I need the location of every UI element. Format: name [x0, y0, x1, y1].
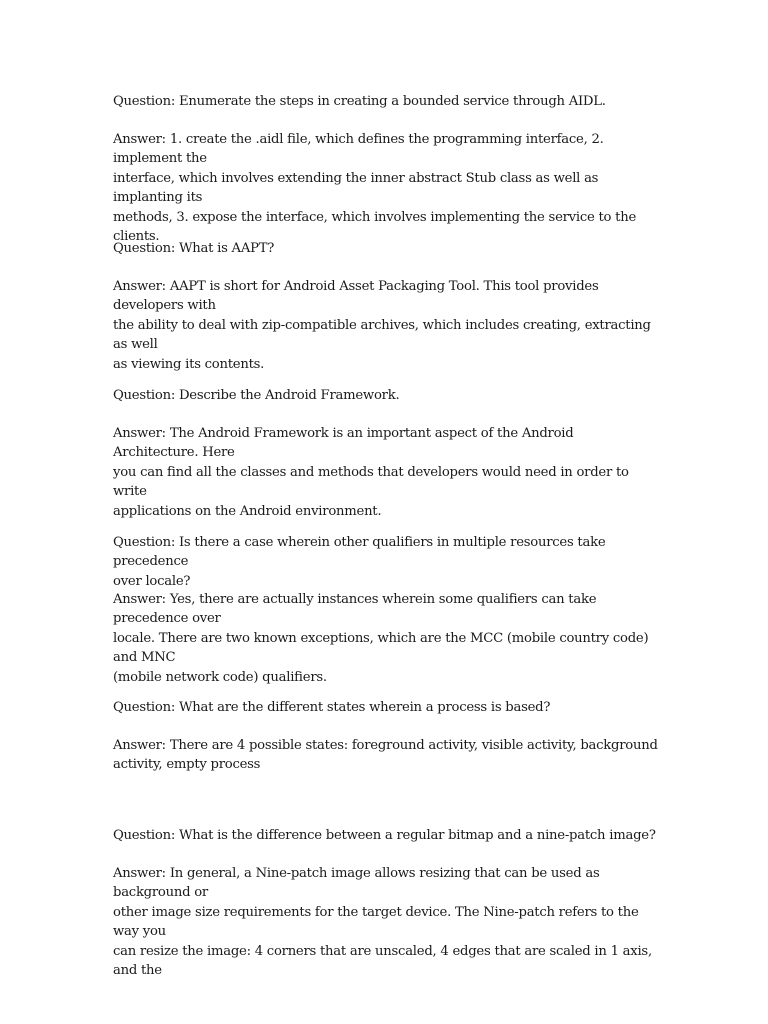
answer-text: Answer: There are 4 possible states: foreground activity, visible activity, background activity, empty process — [113, 738, 658, 773]
answer-text: Answer: The Android Framework is an important aspect of the Android Architecture. Here you can find all the classes and methods that developers would need in order to write applications on the Android environment. — [113, 426, 629, 519]
question-text: Question: What are the different states wherein a process is based? — [113, 700, 551, 715]
answer-text: Answer: In general, a Nine-patch image allows resizing that can be used as background or other image size requirements for the target device. The Nine-patch refers to the way you can resize the image: 4 corners that are unscaled, 4 edges that are scaled in 1 axis, and the — [113, 866, 652, 979]
answer-text: Answer: Yes, there are actually instances wherein some qualifiers can take precedence over locale. There are two known exceptions, which are the MCC (mobile country code) and MNC (mobile network code) qualifiers. — [113, 592, 649, 685]
question-text: Question: Is there a case wherein other qualifiers in multiple resources take precedence over locale? — [113, 535, 606, 589]
answer-text: Answer: AAPT is short for Android Asset Packaging Tool. This tool provides developers with the ability to deal with zip-compatible archives, which includes creating, extracting as well as viewing its contents. — [113, 279, 651, 372]
answer-text: Answer: 1. create the .aidl file, which defines the programming interface, 2. implement the interface, which involves extending the inner abstract Stub class as well as implanting its methods, 3. expose the interface, which involves implementing the service to the clients. — [113, 132, 636, 245]
question-text: Question: Enumerate the steps in creating a bounded service through AIDL. — [113, 94, 606, 109]
question-text: Question: What is AAPT? — [113, 241, 275, 256]
question-text: Question: What is the difference between a regular bitmap and a nine-patch image? — [113, 828, 656, 843]
question-text: Question: Describe the Android Framework. — [113, 388, 400, 403]
